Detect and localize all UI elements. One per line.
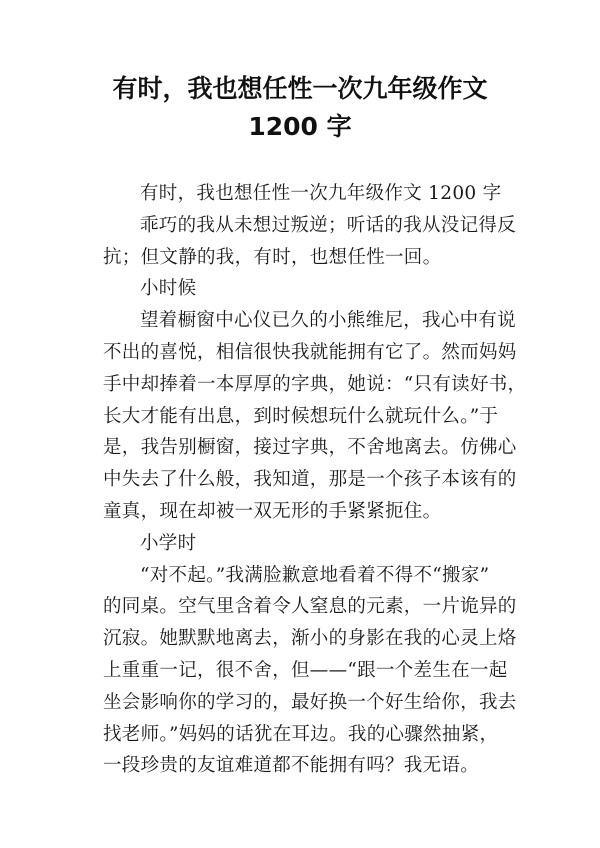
- text-line: 不出的喜悦，相信很快我就能拥有它了。然而妈妈: [103, 341, 517, 363]
- text-line: 小学时: [140, 532, 197, 554]
- text-line: 童真，现在却被一双无形的手紧紧扼住。: [103, 500, 442, 522]
- paragraph-childhood: [103, 305, 527, 528]
- title-line-2: 1200 字: [248, 112, 352, 141]
- text-line: 上重重一记，很不舍，但——“跟一个差生在一起: [103, 659, 508, 681]
- text-line: 手中却捧着一本厚厚的字典，她说：“只有读好书，: [103, 373, 527, 395]
- text-line: 望着橱窗中心仪已久的小熊维尼，我心中有说: [140, 310, 517, 332]
- text-line: 沉寂。她默默地离去，渐小的身影在我的心灵上烙: [103, 628, 517, 650]
- article-body: [103, 178, 527, 782]
- text-line: 小时候: [140, 278, 197, 300]
- text-line: 抗；但文静的我，有时，也想任性一回。: [103, 246, 442, 268]
- text-line: 乖巧的我从未想过叛逆；听话的我从没记得反: [140, 214, 517, 236]
- text-line: “对不起。”我满脸歉意地看着不得不“搬家”: [140, 564, 490, 586]
- text-line: 的同桌。空气里含着令人窒息的元素，一片诡异的: [103, 596, 517, 618]
- text-line: 长大才能有出息，到时候想玩什么就玩什么。”于: [103, 405, 499, 427]
- text-line: 是，我告别橱窗，接过字典，不舍地离去。仿佛心: [103, 437, 517, 459]
- text-line: 有时，我也想任性一次九年级作文 1200 字: [140, 183, 502, 204]
- paragraph-intro: [103, 210, 517, 274]
- text-line: 坐会影响你的学习的，最好换一个好生给你，我去: [103, 691, 517, 713]
- section-heading-childhood: [103, 273, 503, 305]
- text-line: 中失去了什么般，我知道，那是一个孩子本该有的: [103, 469, 517, 491]
- paragraph-subtitle: [103, 178, 503, 210]
- title-line-1: 有时，我也想任性一次九年级作文: [112, 74, 488, 103]
- text-line: 找老师。”妈妈的话犹在耳边。我的心骤然抽紧，: [103, 723, 499, 745]
- section-heading-primary-school: [103, 528, 503, 560]
- paragraph-primary-school: [103, 560, 517, 783]
- document-title: [0, 70, 600, 146]
- text-line: 一段珍贵的友谊难道都不能拥有吗？我无语。: [103, 755, 480, 777]
